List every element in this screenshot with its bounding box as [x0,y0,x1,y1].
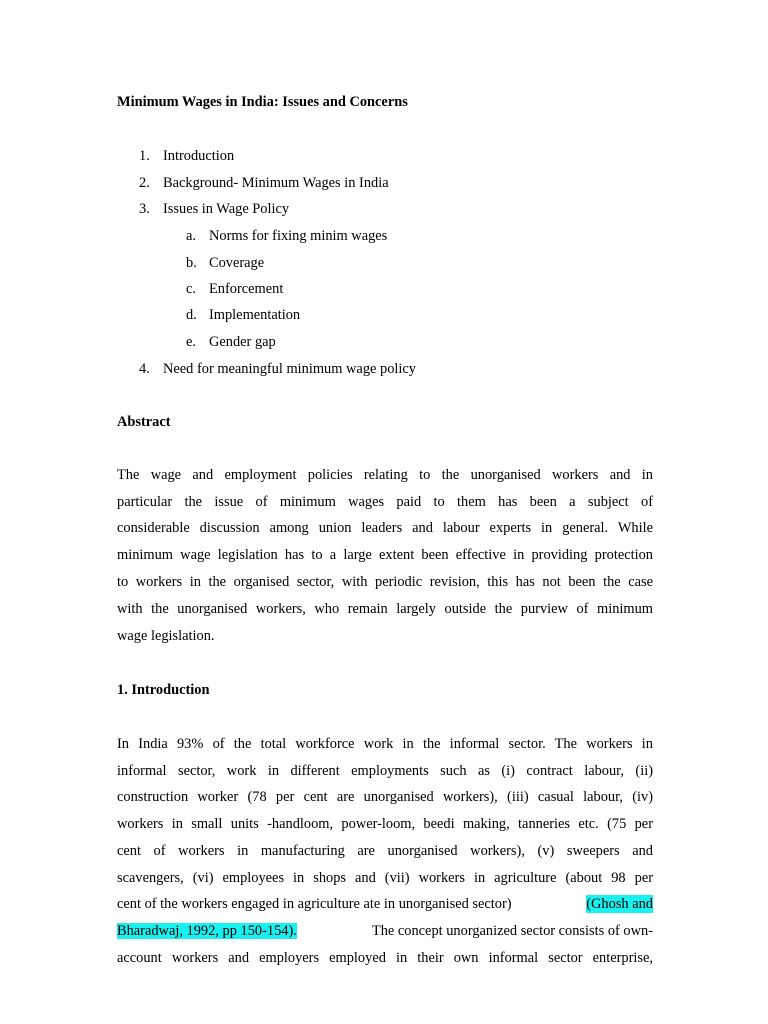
intro-line: cent of workers in manufacturing are unorganised workers), (v) sweepers and [117,843,653,859]
intro-text: The concept unorganized sector consists of own- [371,923,653,939]
document-title: Minimum Wages in India: Issues and Concerns [117,94,408,110]
outline-text: Need for meaningful minimum wage policy [163,361,416,377]
intro-line [117,895,653,913]
outline-text: Coverage [209,255,265,271]
intro-line: informal sector, work in different employments such as (i) contract labour, (ii) [117,763,653,779]
abstract-line: minimum wage legislation has to a large extent been effective in providing protection [117,547,653,563]
outline-number: 2. [139,175,150,191]
outline-text: Introduction [163,148,235,164]
outline-letter: c. [186,281,196,297]
intro-line: construction worker (78 per cent are unorganised workers), (iii) casual labour, (iv) [117,789,653,805]
intro-line: In India 93% of the total workforce work in the informal sector. The workers in [117,736,653,752]
abstract-line: particular the issue of minimum wages paid to them has been a subject of [117,494,653,510]
abstract-line: with the unorganised workers, who remain largely outside the purview of minimum [117,601,653,617]
citation-highlight: (Ghosh and [586,896,653,912]
outline-text: Issues in Wage Policy [163,201,290,217]
introduction-heading: 1. Introduction [117,682,210,698]
intro-text: cent of the workers engaged in agriculture ate in unorganised sector) [117,896,512,912]
intro-line: account workers and employers employed in their own informal sector enterprise, [117,950,653,966]
outline-text: Background- Minimum Wages in India [163,175,389,191]
outline-text: Implementation [209,307,301,323]
outline-number: 3. [139,201,150,217]
outline-letter: e. [186,334,196,350]
outline-number: 1. [139,148,150,164]
abstract-line: wage legislation. [117,628,215,644]
outline-letter: b. [186,255,197,271]
intro-line [117,922,653,940]
abstract-heading: Abstract [117,414,171,430]
abstract-line: The wage and employment policies relating to the unorganised workers and in [117,467,653,483]
intro-line: scavengers, (vi) employees in shops and (vii) workers in agriculture (about 98 per [117,870,653,886]
outline-letter: d. [186,307,197,323]
outline-text: Enforcement [209,281,284,297]
intro-line: workers in small units -handloom, power-loom, beedi making, tanneries etc. (75 per [117,816,653,832]
outline-number: 4. [139,361,150,377]
outline-text: Norms for fixing minim wages [209,228,388,244]
abstract-line: to workers in the organised sector, with periodic revision, this has not been the case [117,574,653,590]
abstract-line: considerable discussion among union leaders and labour experts in general. While [117,520,653,536]
outline-text: Gender gap [209,334,276,350]
citation-highlight: Bharadwaj, 1992, pp 150-154). [117,923,297,939]
outline-letter: a. [186,228,196,244]
